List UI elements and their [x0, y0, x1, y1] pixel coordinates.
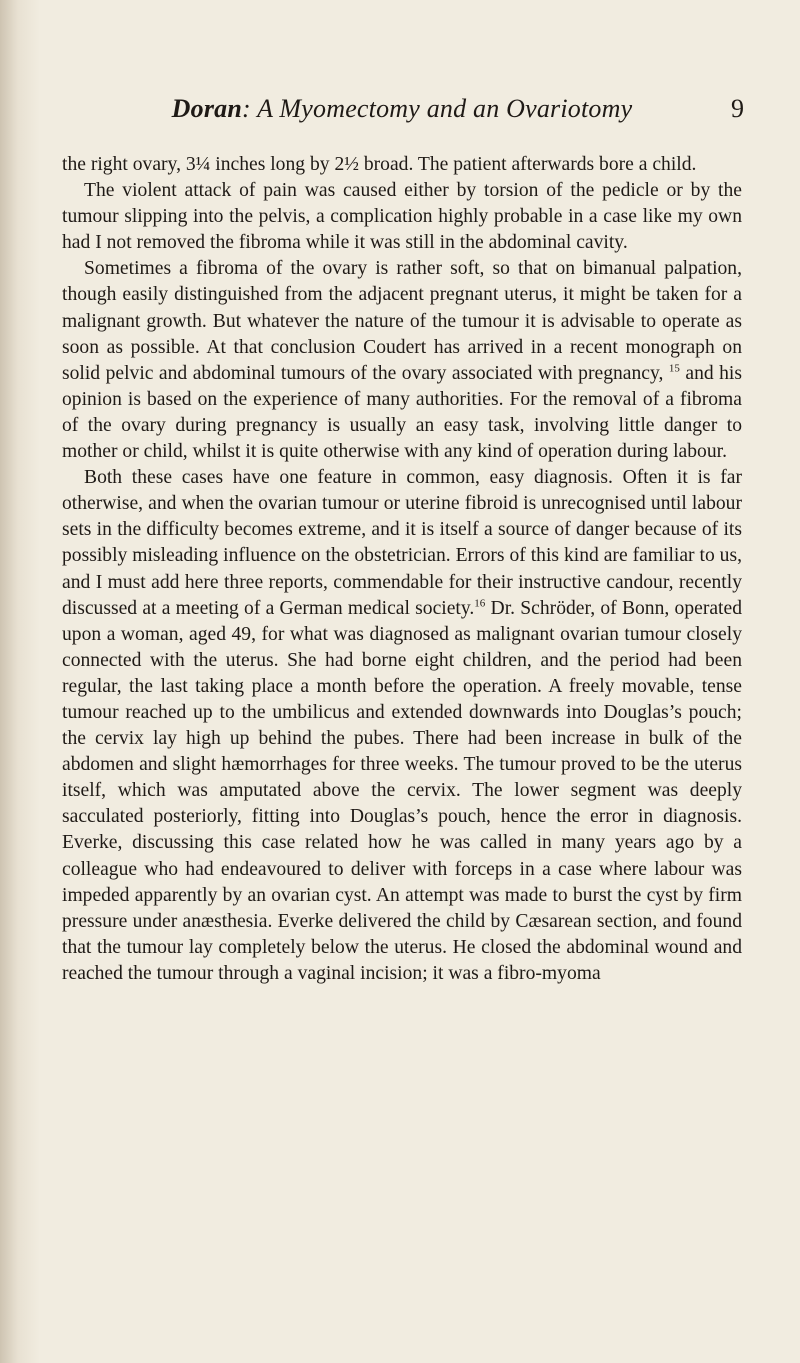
author-name: Doran — [171, 94, 243, 123]
footnote-marker-15: 15 — [668, 362, 680, 375]
header-separator: : — [242, 94, 258, 123]
paragraph-2 — [62, 178, 742, 256]
paragraph-text: The violent attack of pain was caused either by torsion of the pedicle or by the tumour slipping into the pelvis, a complication highly probable in a case like my own had I not removed the fibroma while it was still in the abdominal cavity. — [62, 180, 742, 254]
paragraph-text: Dr. Schröder, of Bonn, operated upon a woman, aged 49, for what was diagnosed as malignant ovarian tumour closely connected with the uterus. She had borne eight children, and the period had been regular, the last taking place a month before the operation. A freely movable, tense tumour reached up to the umbilicus and extended downwards into Douglas’s pouch; the cervix lay high up behind the pubes. There had been increase in bulk of the abdomen and slight hæmorrhages for three weeks. The tumour proved to be the uterus itself, which was amputated above the cervix. The lower segment was deeply sacculated posteriorly, fitting into Douglas’s pouch, hence the error in diagnosis. Everke, discussing this case related how he was called in many years ago by a colleague who had endeavoured to deliver with forceps in a case where labour was impeded apparently by an ovarian cyst. An attempt was made to burst the cyst by firm pressure under anæsthesia. Everke delivered the child by Cæsarean section, and found that the tumour lay completely below the uterus. He closed the abdominal wound and reached the tumour through a vaginal incision; it was a fibro-myoma — [62, 597, 742, 984]
paragraph-text: Sometimes a fibroma of the ovary is rather soft, so that on bimanual palpation, though easily distinguished from the adjacent pregnant uterus, it might be taken for a malignant growth. But whatever the nature of the tumour it is advisable to operate as soon as possible. At that conclusion Coudert has arrived in a recent monograph on solid pelvic and abdominal tumours of the ovary associated with pregnancy, — [62, 258, 742, 384]
running-header — [60, 94, 744, 134]
paragraph-text: the right ovary, 3¼ inches long by 2½ broad. The patient afterwards bore a child. — [62, 154, 697, 175]
footnote-marker-16: 16 — [474, 597, 486, 610]
page-number: 9 — [731, 94, 744, 123]
paragraph-3 — [62, 256, 742, 465]
paragraph-text: and his opinion is based on the experience of many authorities. For the removal of a fibroma of the ovary during pregnancy is usually an easy task, involving little danger to mother or child, whilst it is quite otherwise with any kind of operation during labour. — [62, 362, 742, 463]
paragraph-text: Both these cases have one feature in common, easy diagnosis. Often it is far otherwise, and when the ovarian tumour or uterine fibroid is unrecognised until labour sets in the difficulty becomes extreme, and it is itself a source of danger because of its possibly misleading influence on the obstetrician. Errors of this kind are familiar to us, and I must add here three reports, commendable for their instructive candour, recently discussed at a meeting of a German medical society. — [62, 467, 742, 619]
paragraph-4 — [62, 465, 742, 987]
paragraph-1 — [62, 152, 742, 178]
article-title: A Myomectomy and an Ovariotomy — [257, 94, 633, 123]
body-text — [62, 152, 742, 987]
running-head-title — [60, 94, 744, 124]
